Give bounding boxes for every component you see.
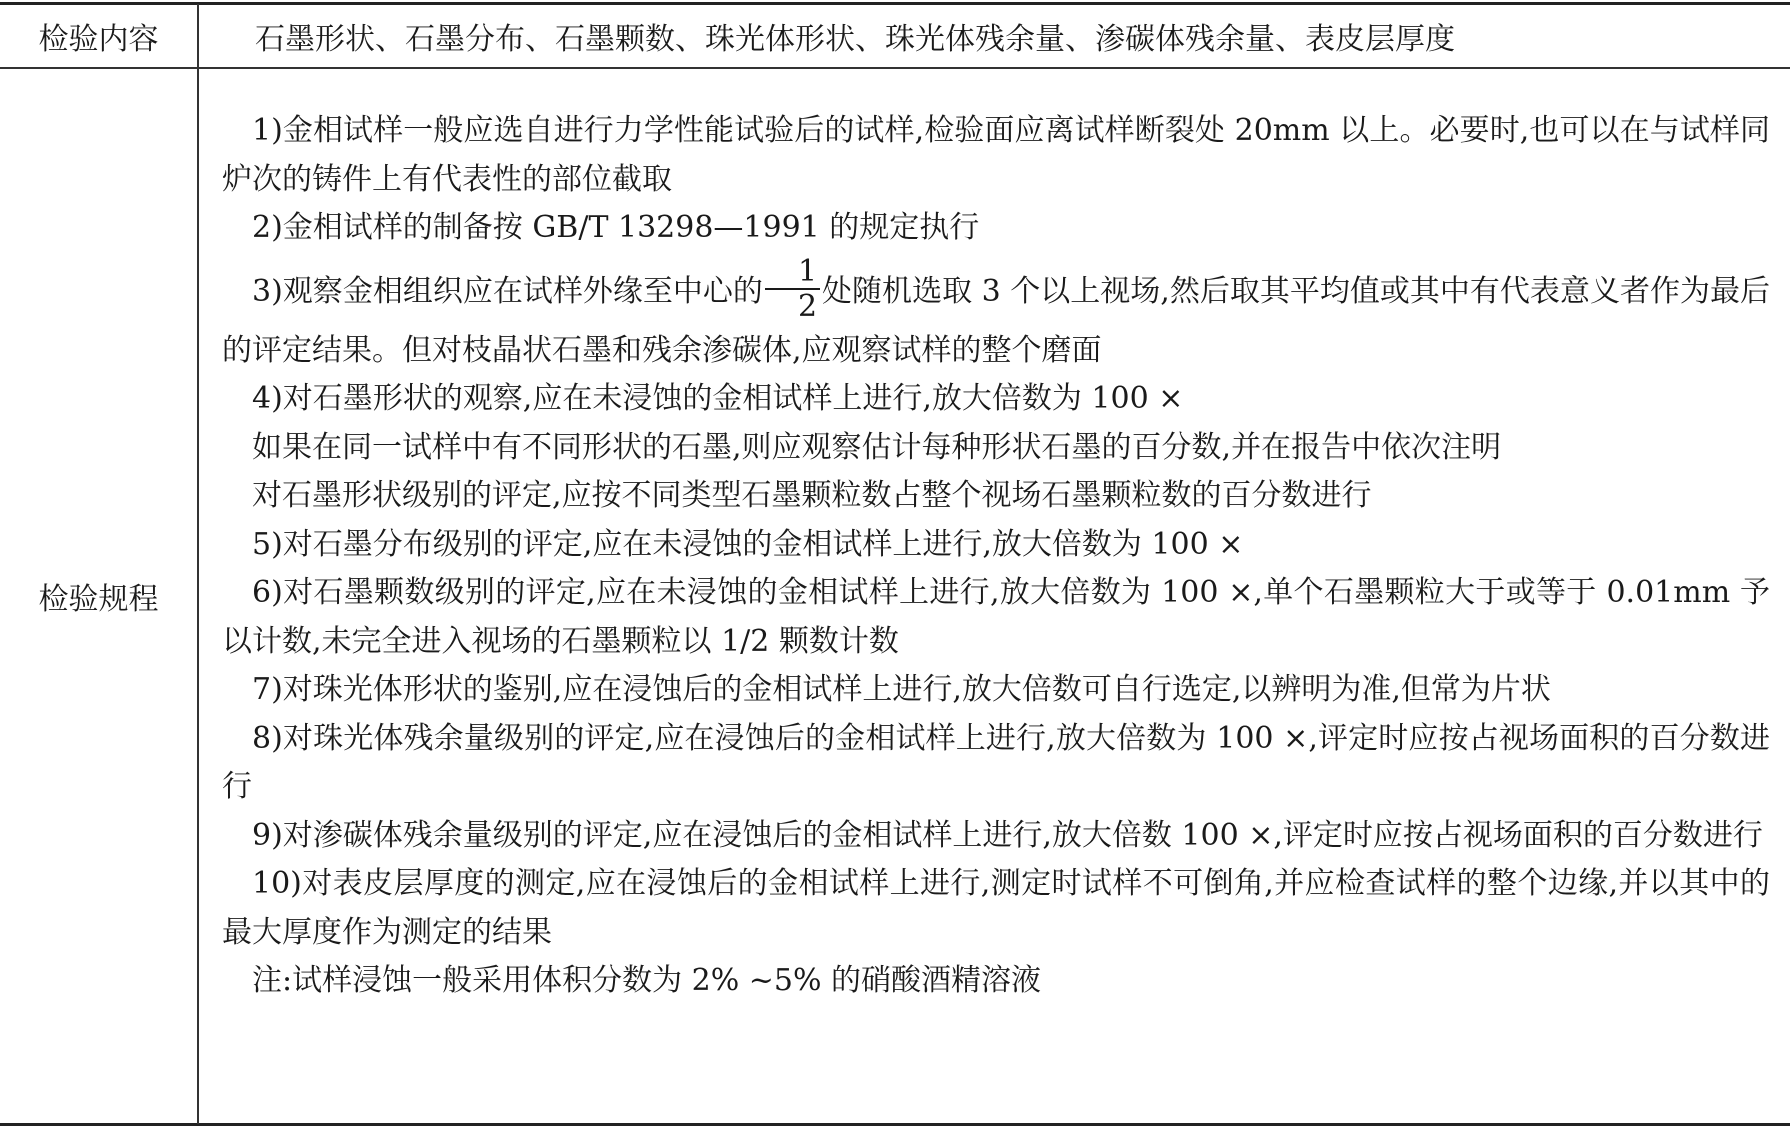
inspection-content-text: 石墨形状、石墨分布、石墨颗数、珠光体形状、珠光体残余量、渗碳体残余量、表皮层厚度 xyxy=(255,22,1455,57)
procedure-item-5: 5)对石墨分布级别的评定,应在未浸蚀的金相试样上进行,放大倍数为 100 × xyxy=(252,526,1244,562)
table-bottom-rule xyxy=(0,1123,1790,1126)
fraction-numerator: 1 xyxy=(765,255,820,290)
row-label-inspection-content: 检验内容 xyxy=(38,22,159,57)
table-column-divider xyxy=(197,4,199,1124)
procedure-item-8: 8)对珠光体残余量级别的评定,应在浸蚀后的金相试样上进行,放大倍数为 100 ×,评定时应按占视场面积的百分数进行 xyxy=(222,720,1770,804)
procedure-item-4: 4)对石墨形状的观察,应在未浸蚀的金相试样上进行,放大倍数为 100 × xyxy=(252,381,1184,416)
table-row-divider xyxy=(0,67,1790,69)
fraction-one-half xyxy=(765,255,820,323)
procedure-item-4-note-b: 对石墨形状级别的评定,应按不同类型石墨颗粒数占整个视场石墨颗粒数的百分数进行 xyxy=(252,478,1372,513)
inspection-procedure-body xyxy=(222,107,1770,1006)
procedure-item-3 xyxy=(222,253,1770,376)
procedure-item-7: 7)对珠光体形状的鉴别,应在浸蚀后的金相试样上进行,放大倍数可自行选定,以辨明为准,但常为片状 xyxy=(252,672,1551,707)
procedure-item-4-note-a: 如果在同一试样中有不同形状的石墨,则应观察估计每种形状石墨的百分数,并在报告中依次注明 xyxy=(252,429,1502,465)
row-label-inspection-procedure: 检验规程 xyxy=(38,582,159,617)
procedure-note: 注:试样浸蚀一般采用体积分数为 2% ~5% 的硝酸酒精溶液 xyxy=(252,963,1042,998)
fraction-denominator: 2 xyxy=(797,288,818,324)
procedure-item-2: 2)金相试样的制备按 GB/T 13298—1991 的规定执行 xyxy=(252,210,980,245)
procedure-item-9: 9)对渗碳体残余量级别的评定,应在浸蚀后的金相试样上进行,放大倍数 100 ×,评定时应按占视场面积的百分数进行 xyxy=(252,817,1763,853)
procedure-item-3-end: 处随机选取 3 个以上视场,然后取其平均值或其中有代表意义者作为最后的评定结果。但对枝晶状石墨和残余渗碳体,应观察试样的整个磨面 xyxy=(222,273,1770,368)
procedure-item-6: 6)对石墨颗数级别的评定,应在未浸蚀的金相试样上进行,放大倍数为 100 ×,单个石墨颗粒大于或等于 0.01mm 予以计数,未完全进入视场的石墨颗粒以 1/2 颗数计数 xyxy=(222,575,1770,659)
procedure-item-3-start: 3)观察金相组织应在试样外缘至中心的 xyxy=(252,273,763,309)
procedure-item-10: 10)对表皮层厚度的测定,应在浸蚀后的金相试样上进行,测定时试样不可倒角,并应检查试样的整个边缘,并以其中的最大厚度作为测定的结果 xyxy=(222,866,1770,950)
procedure-item-1: 1)金相试样一般应选自进行力学性能试验后的试样,检验面应离试样断裂处 20mm 以上。必要时,也可以在与试样同炉次的铸件上有代表性的部位截取 xyxy=(222,113,1770,197)
